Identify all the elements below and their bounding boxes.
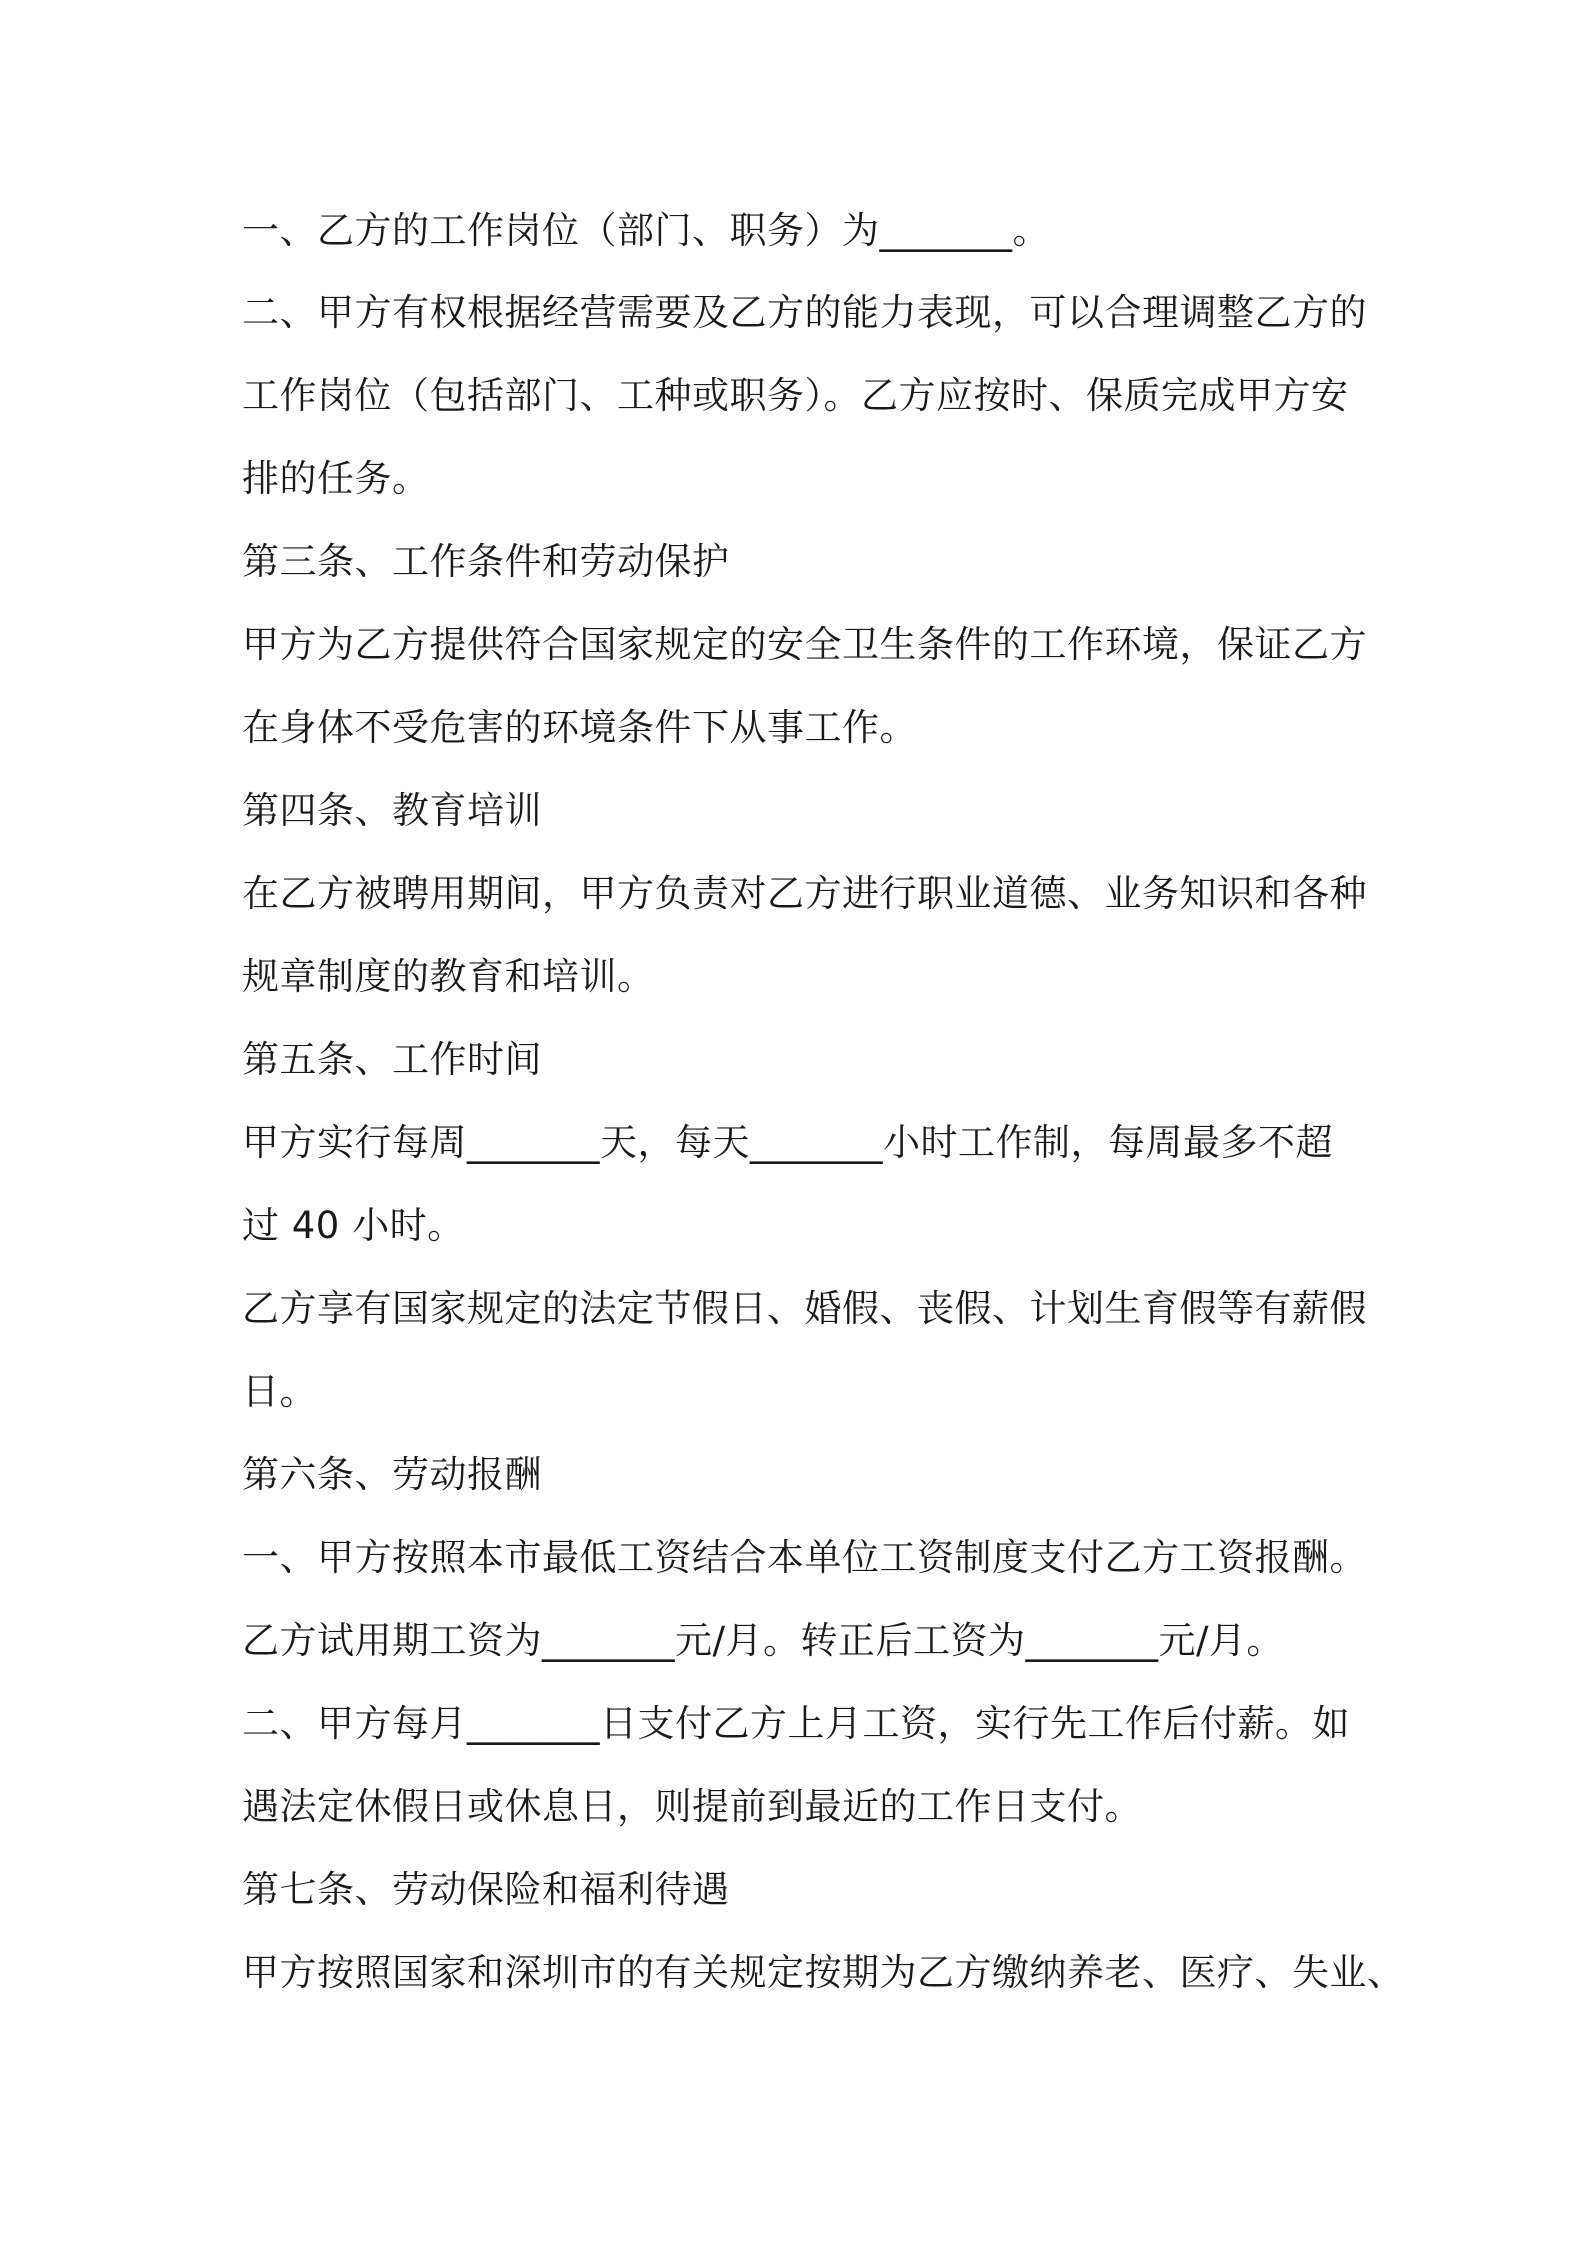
clause-5-holidays-line-1: 乙方享有国家规定的法定节假日、婚假、丧假、计划生育假等有薪假 xyxy=(242,1287,1367,1330)
clause-6-item-2-line-1: 二、甲方每月_______日支付乙方上月工资，实行先工作后付薪。如 xyxy=(242,1702,1350,1745)
clause-5-body-line-1: 甲方实行每周_______天，每天_______小时工作制，每周最多不超 xyxy=(242,1121,1333,1164)
clause-7-heading: 第七条、劳动保险和福利待遇 xyxy=(242,1868,730,1911)
clause-6-item-2-line-2: 遇法定休假日或休息日，则提前到最近的工作日支付。 xyxy=(242,1785,1142,1828)
clause-3-body-line-1: 甲方为乙方提供符合国家规定的安全卫生条件的工作环境，保证乙方 xyxy=(242,623,1367,666)
clause-2-item-1: 一、乙方的工作岗位（部门、职务）为_______。 xyxy=(242,209,1050,252)
clause-5-body-line-2: 过 40 小时。 xyxy=(242,1204,465,1247)
clause-5-holidays-line-2: 日。 xyxy=(242,1370,317,1413)
clause-6-wages: 乙方试用期工资为_______元/月。转正后工资为_______元/月。 xyxy=(242,1619,1284,1662)
clause-7-body-line-1: 甲方按照国家和深圳市的有关规定按期为乙方缴纳养老、医疗、失业、 xyxy=(242,1951,1405,1994)
clause-6-item-1: 一、甲方按照本市最低工资结合本单位工资制度支付乙方工资报酬。 xyxy=(242,1536,1367,1579)
clause-2-item-2-line-3: 排的任务。 xyxy=(242,457,430,500)
clause-3-heading: 第三条、工作条件和劳动保护 xyxy=(242,540,730,583)
clause-6-heading: 第六条、劳动报酬 xyxy=(242,1453,542,1496)
clause-4-heading: 第四条、教育培训 xyxy=(242,789,542,832)
clause-5-heading: 第五条、工作时间 xyxy=(242,1038,542,1081)
clause-4-body-line-2: 规章制度的教育和培训。 xyxy=(242,955,655,998)
clause-2-item-2-line-1: 二、甲方有权根据经营需要及乙方的能力表现，可以合理调整乙方的 xyxy=(242,291,1367,334)
clause-4-body-line-1: 在乙方被聘用期间，甲方负责对乙方进行职业道德、业务知识和各种 xyxy=(242,872,1367,915)
clause-2-item-2-line-2: 工作岗位（包括部门、工种或职务）。乙方应按时、保质完成甲方安 xyxy=(242,374,1349,417)
clause-3-body-line-2: 在身体不受危害的环境条件下从事工作。 xyxy=(242,706,917,749)
